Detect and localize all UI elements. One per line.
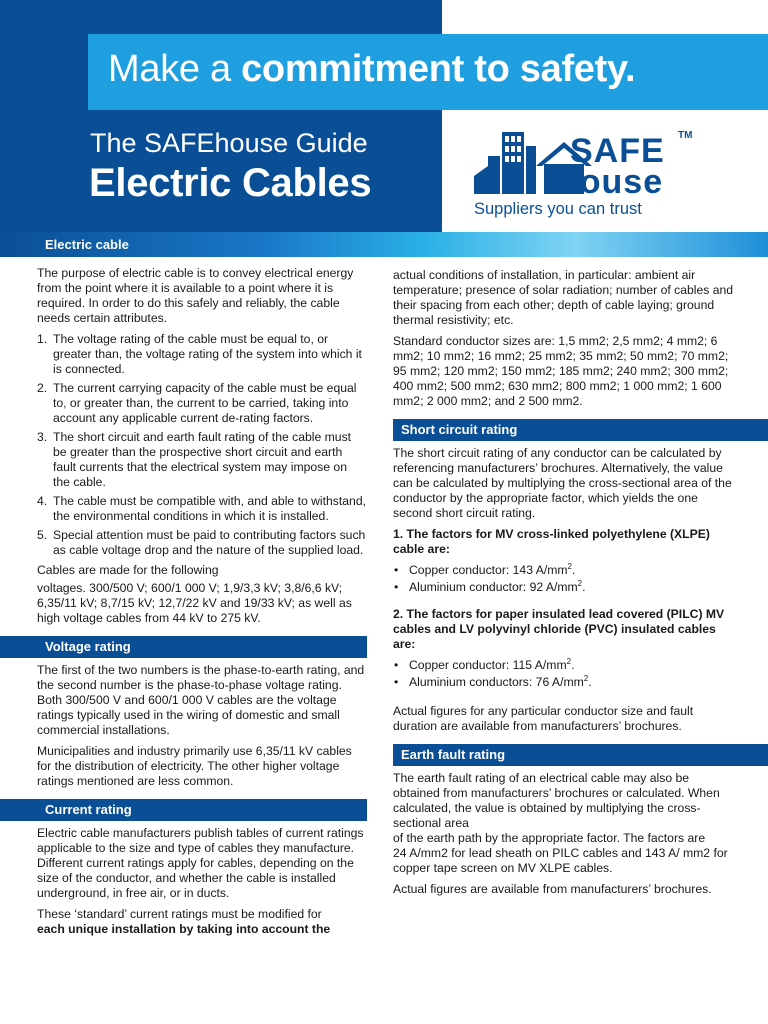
section-heading: Electric cable (45, 237, 129, 252)
voltage-paragraph: Municipalities and industry primarily use 6,35/11 kV cables for the distribution of electricity. The other higher voltage ratings mentioned are less common. (37, 744, 352, 788)
list-item (393, 658, 738, 673)
list-text: Aluminium conductor: 92 A/mm (409, 580, 578, 594)
list-text: The short circuit and earth fault rating of the cable must be greater than the prospective short circuit and earth fault currents that the electrical system may impose on the cable. (53, 430, 352, 489)
list-item (37, 381, 367, 426)
list-text: Aluminium conductors: 76 A/mm (409, 675, 584, 689)
section-bar-electric-cable (0, 232, 768, 257)
list-item (393, 675, 738, 690)
xlpe-factors-list (393, 563, 738, 595)
list-item (393, 563, 738, 578)
list-text: The current carrying capacity of the cable must be equal to, or greater than, the current to be carried, taking into account any applicable current de-rating factors. (53, 381, 357, 425)
bullet-icon: • (394, 658, 399, 672)
sizes-paragraph: Standard conductor sizes are: 1,5 mm2; 2,5 mm2; 4 mm2; 6 mm2; 10 mm2; 16 mm2; 25 mm2; 35 mm2; 50 mm2; 70 mm2; 95 mm2; 120 mm2; 150 mm2; 185 mm2; 240 mm2; 300 mm2; 400 mm2; 500 mm2; 630 mm2; 800 mm2; 1 000 mm2; 1 600 mm2; 2 000 mm2; and 2 500 mm2. (393, 334, 729, 408)
current-paragraph: These ‘standard’ current ratings must be modified for each unique installation by taking into account the (37, 907, 331, 936)
list-item (37, 430, 367, 490)
logo-safe-text: SAFE (570, 132, 665, 170)
list-text: Copper conductor: 143 A/mm (409, 563, 568, 577)
banner-headline: Make a commitment to safety. (108, 48, 636, 90)
guide-title: The SAFEhouse Guide (90, 128, 368, 158)
section-heading: Short circuit rating (393, 419, 768, 441)
list-tail: . (571, 658, 575, 672)
safehouse-logo (474, 126, 714, 222)
logo-tagline: Suppliers you can trust (474, 200, 642, 218)
pilc-heading: 2. The factors for paper insulated lead covered (PILC) MV cables and LV polyvinyl chloride (PVC) insulated cables are: (393, 607, 725, 651)
bullet-icon: • (394, 580, 399, 594)
list-item (393, 580, 738, 595)
superscript: 2 (583, 673, 589, 683)
conditions-paragraph: actual conditions of installation, in particular: ambient air temperature; presence of solar radiation; number of cables and their spacing from each other; depth of cable laying; ground thermal resistivity; etc. (393, 268, 734, 327)
cables-intro: Cables are made for the following (37, 563, 219, 577)
right-column (393, 268, 738, 903)
list-number: 2. (37, 381, 48, 395)
section-heading: Earth fault rating (393, 744, 768, 766)
list-item (37, 528, 367, 558)
section-heading: Current rating (0, 799, 367, 821)
list-text: The voltage rating of the cable must be equal to, or greater than, the voltage rating of the system into which it is connected. (53, 332, 362, 376)
bullet-icon: • (394, 675, 399, 689)
list-number: 3. (37, 430, 48, 444)
intro-paragraph: The purpose of electric cable is to convey electrical energy from the point where it is available to a point where it is required. In order to do this safely and reliably, the cable needs certain attributes. (37, 266, 354, 325)
left-column (37, 266, 367, 943)
actual-figures-paragraph: Actual figures for any particular conductor size and fault duration are available from manufacturers’ brochures. (393, 704, 694, 733)
section-heading: Voltage rating (0, 636, 367, 658)
short-circuit-paragraph: The short circuit rating of any conductor can be calculated by referencing manufacturers’ brochures. Alternatively, the value can be calculated by multiplying the cross-sectional area of the conductor by the appropriate factor, which yields the one second short circuit rating. (393, 446, 732, 520)
list-number: 4. (37, 494, 48, 508)
voltage-paragraph: The first of the two numbers is the phase-to-earth rating, and the second number is the phase-to-phase voltage rating. Both 300/500 V and 600/1 000 V cables are the voltage ratings typically used in the wiring of domestic and small commercial installations. (37, 663, 365, 737)
cables-voltages: voltages. 300/500 V; 600/1 000 V; 1,9/3,3 kV; 3,8/6,6 kV; 6,35/11 kV; 8,7/15 kV; 12,7/22 kV and 19/33 kV; as well as high voltage cables from 44 kV to 275 kV. (37, 581, 352, 625)
bullet-icon: • (394, 563, 399, 577)
list-tail: . (588, 675, 592, 689)
earth-fault-paragraph: Actual figures are available from manufacturers’ brochures. (393, 882, 712, 896)
logo-trademark: TM (678, 130, 693, 141)
safety-banner (88, 34, 768, 110)
list-tail: . (571, 563, 576, 577)
earth-fault-paragraph: The earth fault rating of an electrical cable may also be obtained from manufacturers’ brochures or calculated. When calculated, the value is obtained by multiplying the cross-sectional area of the earth path by the appropriate factor. The factors are 24 A/mm2 for lead sheath on PILC cables and 143 A/ mm2 for copper tape screen on MV XLPE cables. (393, 771, 728, 875)
superscript: 2 (566, 656, 572, 666)
list-text: Special attention must be paid to contributing factors such as cable voltage drop and the nature of the supplied load. (53, 528, 366, 557)
superscript: 2 (577, 578, 583, 588)
pilc-factors-list (393, 658, 738, 690)
list-number: 5. (37, 528, 48, 542)
logo-house-text: house (558, 163, 664, 201)
current-paragraph: Electric cable manufacturers publish tables of current ratings applicable to the size and type of cables they manufacture. Different current ratings apply for cables, depending on the size of the conductor, and whether the cable is installed underground, in free air, or in ducts. (37, 826, 364, 900)
list-text: Copper conductor: 115 A/mm (409, 658, 567, 672)
attributes-list (37, 332, 367, 558)
superscript: 2 (567, 561, 572, 571)
list-number: 1. (37, 332, 48, 346)
list-tail: . (582, 580, 586, 594)
list-text: The cable must be compatible with, and able to withstand, the environmental conditions in which it is installed. (53, 494, 366, 523)
page-title: Electric Cables (89, 161, 372, 205)
xlpe-heading: 1. The factors for MV cross-linked polyethylene (XLPE) cable are: (393, 527, 710, 556)
list-item (37, 494, 367, 524)
list-item (37, 332, 367, 377)
